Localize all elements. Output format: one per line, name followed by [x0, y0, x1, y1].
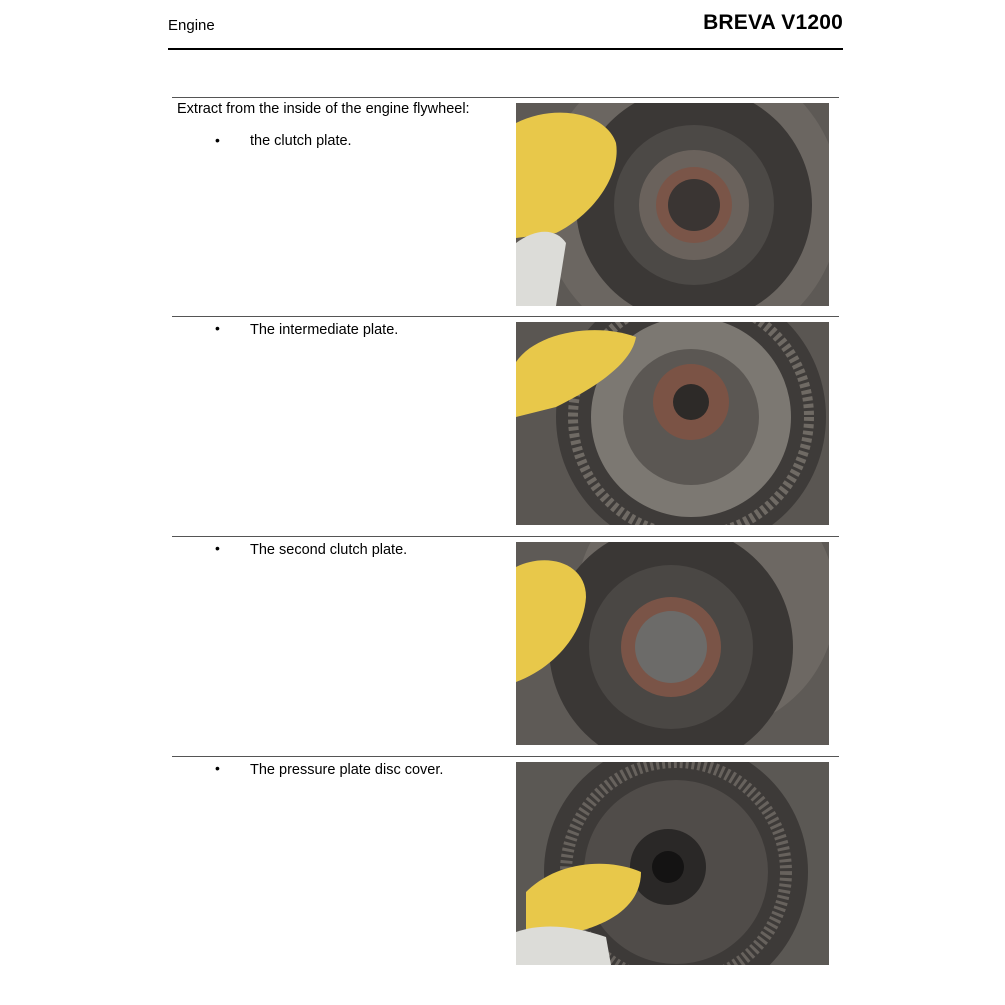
model-title: BREVA V1200	[703, 11, 843, 34]
row-divider	[172, 756, 839, 757]
header-divider	[168, 48, 843, 50]
step-text-second-clutch-plate: The second clutch plate.	[250, 542, 408, 558]
photo-second-clutch-plate	[516, 542, 829, 745]
photo-intermediate-plate	[516, 322, 829, 525]
intro-text: Extract from the inside of the engine flywheel:	[177, 101, 470, 117]
bullet: •	[215, 760, 220, 776]
photo-pressure-plate-disc-cover	[516, 762, 829, 965]
section-title: Engine	[168, 17, 215, 34]
step-text-intermediate-plate: The intermediate plate.	[250, 322, 399, 338]
bullet: •	[215, 320, 220, 336]
photo-clutch-plate	[516, 103, 829, 306]
bullet: •	[215, 132, 220, 148]
row-divider	[172, 536, 839, 537]
step-text-pressure-plate-disc-cover: The pressure plate disc cover.	[250, 762, 444, 778]
row-divider	[172, 316, 839, 317]
step-text-clutch-plate: the clutch plate.	[250, 133, 352, 149]
bullet: •	[215, 540, 220, 556]
row-divider	[172, 97, 839, 98]
